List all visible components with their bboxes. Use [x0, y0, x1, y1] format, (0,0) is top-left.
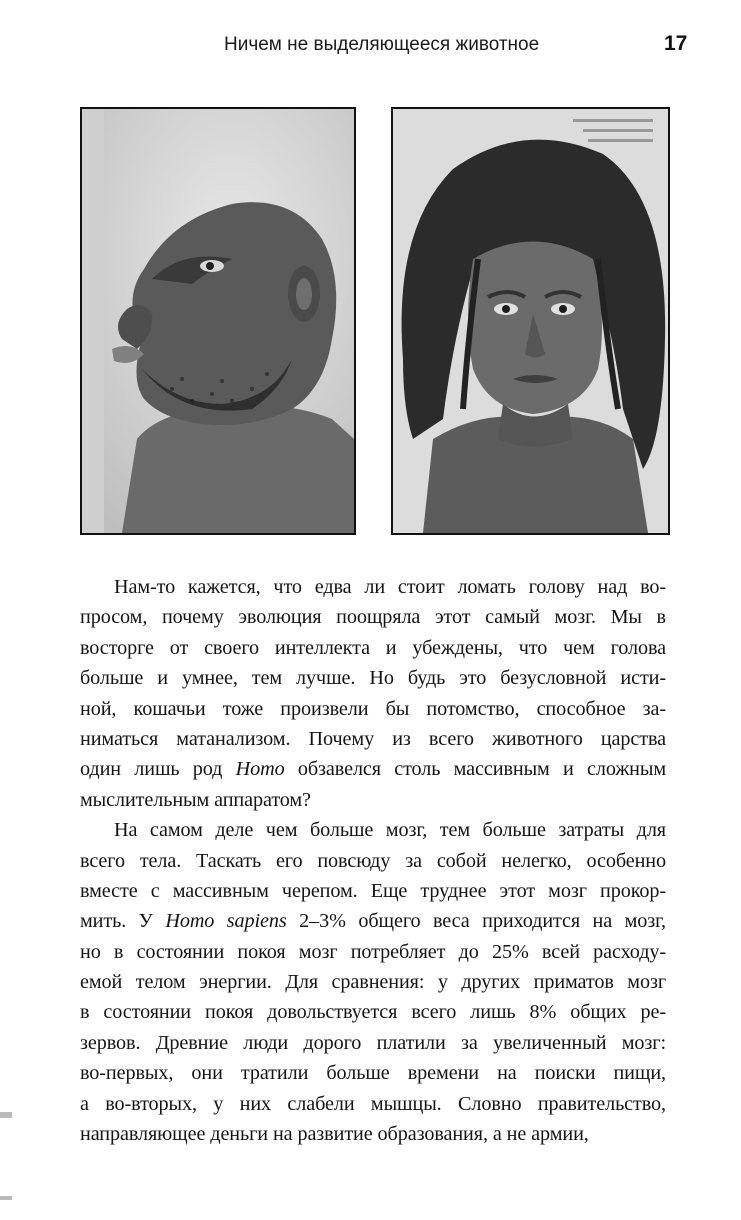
chapter-title: Ничем не выделяющееся животное: [224, 34, 540, 55]
text-line: Нам-то кажется, что едва ли стоит ломать голову над во-: [114, 576, 666, 598]
text-line: На самом деле чем больше мозг, тем больше затраты для: [114, 819, 666, 842]
text-line: ниматься матанализом. Почему из всего животного царства: [80, 727, 666, 750]
text-line: ной, кошачьи тоже произвели бы потомство, способное за-: [80, 697, 666, 720]
text-line: в состоянии покоя довольствуется всего лишь 8% общих ре-: [80, 1001, 666, 1024]
text-line: направляющее деньги на развитие образования, а не армии,: [80, 1123, 589, 1146]
text-line: зервов. Древние люди дорого платили за увеличенный мозг:: [80, 1031, 666, 1054]
text-line: но в состоянии покоя мозг потребляет до 25% всей расходу-: [80, 940, 666, 963]
text-line: емой телом энергии. Для сравнения: у других приматов мозг: [80, 971, 666, 994]
hominin-profile-photo: [80, 107, 356, 535]
text-line: мыслительным аппаратом?: [80, 788, 311, 811]
text-line: мить. У Homo sapiens 2–3% общего веса приходится на мозг,: [80, 910, 666, 933]
text-line: больше и умнее, тем лучше. Но будь это безусловной исти-: [80, 667, 666, 690]
body-text: [80, 572, 666, 1149]
text-line: один лишь род Homo обзавелся столь массивным и сложным: [80, 758, 667, 781]
text-line: просом, почему эволюция поощряла этот самый мозг. Мы в: [80, 606, 666, 629]
italic-term: Homo: [235, 758, 285, 781]
text-line: вместе с массивным черепом. Еще труднее этот мозг прокор-: [80, 879, 666, 902]
page-number: 17: [664, 32, 688, 55]
text-line: всего тела. Таскать его повсюду за собой нелегко, особенно: [80, 849, 666, 872]
text-line: а во-вторых, у них слабели мышцы. Словно правительство,: [80, 1092, 666, 1115]
text-line: восторге от своего интеллекта и убеждены, что чем голова: [80, 636, 666, 659]
hominin-front-photo: [391, 107, 670, 535]
italic-term: Homo sapiens: [165, 910, 287, 933]
scan-edge-mark: [0, 1196, 12, 1200]
text-line: во-первых, они тратили больше времени на поиски пищи,: [80, 1062, 666, 1085]
scan-edge-mark: [0, 1112, 12, 1118]
